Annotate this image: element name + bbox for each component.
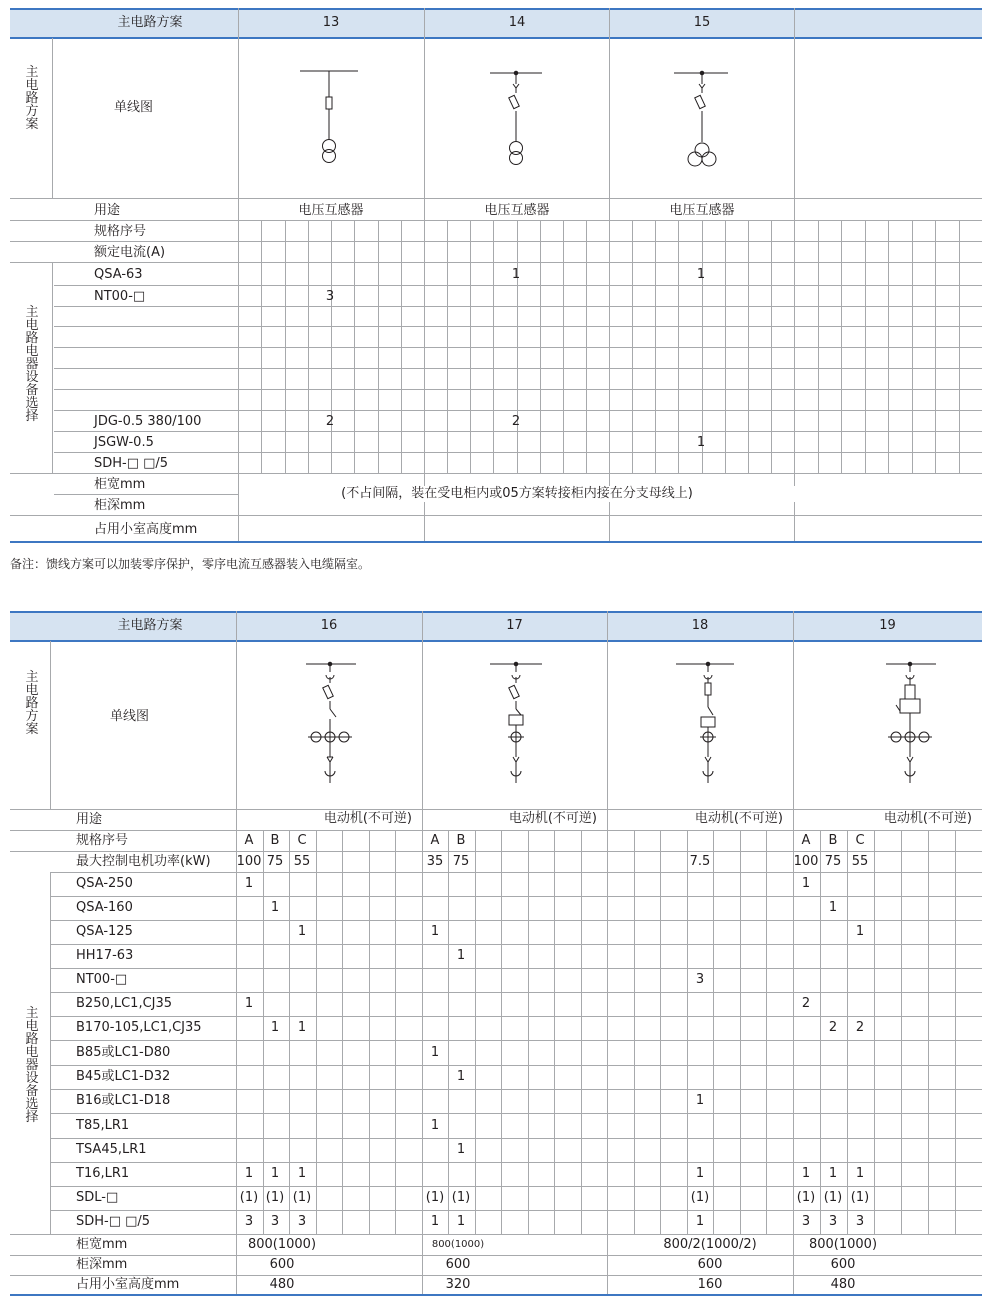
- t16-s18: 1: [695, 1166, 705, 1181]
- width-s16: 800(1000): [247, 1237, 317, 1252]
- scheme-16-header: 16: [320, 618, 338, 633]
- power-s19a: 100: [793, 854, 819, 869]
- t16-s19b: 1: [828, 1166, 838, 1181]
- b170-s16b: 1: [270, 1020, 280, 1035]
- row-label-2-height: 占用小室高度mm: [76, 1277, 180, 1292]
- sdl-s16c: (1): [292, 1190, 312, 1205]
- sdl-s16a: (1): [239, 1190, 259, 1205]
- height-s19: 480: [830, 1277, 856, 1292]
- spec-s19a: A: [801, 833, 811, 848]
- scheme-19-header: 19: [879, 618, 896, 633]
- row-label-2-qsa125: QSA-125: [76, 924, 133, 939]
- width-s17: 800(1000): [431, 1239, 485, 1250]
- row-label-2-hh17: HH17-63: [76, 948, 134, 963]
- depth-s16: 600: [269, 1257, 295, 1272]
- row-label-qsa63: QSA-63: [94, 267, 143, 282]
- height-s17: 320: [445, 1277, 471, 1292]
- diagram-18: [670, 659, 750, 789]
- merged-note: (不占间隔，装在受电柜内或05方案转接柜内接在分支母线上): [239, 486, 795, 502]
- sdh-s16c: 3: [297, 1214, 307, 1229]
- height-s16: 480: [269, 1277, 295, 1292]
- spec-s19c: C: [855, 833, 865, 848]
- sdl-s19b: (1): [823, 1190, 843, 1205]
- sdl-s16b: (1): [265, 1190, 285, 1205]
- b250-s19a: 2: [801, 996, 811, 1011]
- sdl-s19a: (1): [796, 1190, 816, 1205]
- scheme-14-header: 14: [508, 15, 526, 30]
- usage-s16: 电动机(不可逆): [323, 811, 412, 826]
- usage-13: 电压互感器: [298, 203, 364, 218]
- power-s18: 7.5: [689, 854, 711, 869]
- b85-s17a: 1: [430, 1045, 440, 1060]
- b170-s19b: 2: [828, 1020, 838, 1035]
- table-2-header-label: 主电路方案: [117, 618, 183, 633]
- diagram-16: [300, 659, 380, 789]
- scheme-13-header: 13: [322, 15, 340, 30]
- sdh-s18: 1: [695, 1214, 705, 1229]
- usage-s19: 电动机(不可逆): [883, 811, 972, 826]
- diagram-14: [476, 68, 556, 178]
- power-s19b: 75: [824, 854, 842, 869]
- row-label-2-b85: B85或LC1-D80: [76, 1045, 171, 1060]
- row-label-current: 额定电流(A): [94, 245, 166, 260]
- depth-s17: 600: [445, 1257, 471, 1272]
- tsa45-s17b: 1: [456, 1142, 466, 1157]
- depth-s18: 600: [697, 1257, 723, 1272]
- qsa250-s19a: 1: [801, 876, 811, 891]
- sdl-s17b: (1): [451, 1190, 471, 1205]
- footnote: 备注：馈线方案可以加装零序保护，零序电流互感器装入电缆隔室。: [10, 557, 371, 571]
- t16-s19c: 1: [855, 1166, 865, 1181]
- qsa250-s16a: 1: [244, 876, 254, 891]
- row-label-2-b250: B250,LC1,CJ35: [76, 996, 173, 1011]
- jsgw-15: 1: [696, 435, 706, 450]
- row-label-2-b170: B170-105,LC1,CJ35: [76, 1020, 202, 1035]
- row-label-2-nt00: NT00-□: [76, 972, 128, 987]
- row-label-2-t85: T85,LR1: [76, 1118, 130, 1133]
- spec-s17a: A: [430, 833, 440, 848]
- scheme-17-header: 17: [506, 618, 523, 633]
- side-label-diagram-2: 主电路方案: [25, 670, 39, 737]
- spec-s16a: A: [244, 833, 254, 848]
- width-s18: 800/2(1000/2): [663, 1237, 757, 1252]
- depth-s19: 600: [830, 1257, 856, 1272]
- side-label-devices: 主电路电器设备选择: [25, 305, 39, 424]
- sdh-s19a: 3: [801, 1214, 811, 1229]
- row-label-2-tsa45: TSA45,LR1: [76, 1142, 147, 1157]
- sdh-s19b: 3: [828, 1214, 838, 1229]
- row-label-2-sdh: SDH-□ □/5: [76, 1214, 151, 1229]
- t16-s19a: 1: [801, 1166, 811, 1181]
- diagram-15: [662, 68, 742, 178]
- power-s16a: 100: [236, 854, 262, 869]
- qsa125-s19c: 1: [855, 924, 865, 939]
- b250-s16a: 1: [244, 996, 254, 1011]
- b16-s18: 1: [695, 1093, 705, 1108]
- qsa125-s17a: 1: [430, 924, 440, 939]
- table-2: [10, 611, 982, 1299]
- diagram-19: [872, 659, 952, 789]
- b170-s16c: 1: [297, 1020, 307, 1035]
- row-label-2-qsa160: QSA-160: [76, 900, 133, 915]
- scheme-18-header: 18: [691, 618, 709, 633]
- row-label-2-width: 柜宽mm: [76, 1237, 128, 1252]
- diagram-label: 单线图: [114, 100, 154, 115]
- t16-s16a: 1: [244, 1166, 254, 1181]
- sdh-s19c: 3: [855, 1214, 865, 1229]
- row-label-height: 占用小室高度mm: [94, 522, 198, 537]
- sdh-s16b: 3: [270, 1214, 280, 1229]
- usage-s18: 电动机(不可逆): [694, 811, 783, 826]
- row-label-2-power: 最大控制电机功率(kW): [76, 854, 211, 869]
- row-label-spec: 规格序号: [94, 224, 147, 239]
- b170-s19c: 2: [855, 1020, 865, 1035]
- nt00-s18: 3: [695, 972, 705, 987]
- diagram-13: [290, 68, 370, 178]
- sdl-s18: (1): [690, 1190, 710, 1205]
- width-s19: 800(1000): [808, 1237, 878, 1252]
- jdg-14: 2: [511, 414, 521, 429]
- spec-s16c: C: [297, 833, 307, 848]
- qsa160-s19b: 1: [828, 900, 838, 915]
- hh17-s17b: 1: [456, 948, 466, 963]
- height-s18: 160: [697, 1277, 723, 1292]
- power-s19c: 55: [851, 854, 869, 869]
- spec-s16b: B: [270, 833, 280, 848]
- sdh-s17b: 1: [456, 1214, 466, 1229]
- spec-s19b: B: [828, 833, 838, 848]
- t85-s17a: 1: [430, 1118, 440, 1133]
- sdl-s17a: (1): [425, 1190, 445, 1205]
- row-label-2-t16: T16,LR1: [76, 1166, 130, 1181]
- qsa63-14: 1: [511, 267, 521, 282]
- usage-s17: 电动机(不可逆): [508, 811, 597, 826]
- row-label-jsgw: JSGW-0.5: [94, 435, 154, 450]
- row-label-2-qsa250: QSA-250: [76, 876, 133, 891]
- sdh-s17a: 1: [430, 1214, 440, 1229]
- row-label-2-b16: B16或LC1-D18: [76, 1093, 171, 1108]
- scheme-15-header: 15: [693, 15, 711, 30]
- jdg-13: 2: [325, 414, 335, 429]
- diagram-label-2: 单线图: [110, 709, 150, 724]
- power-s16b: 75: [266, 854, 284, 869]
- row-label-2-usage: 用途: [76, 812, 103, 827]
- spec-s17b: B: [456, 833, 466, 848]
- qsa160-s16b: 1: [270, 900, 280, 915]
- power-s16c: 55: [293, 854, 311, 869]
- t16-s16c: 1: [297, 1166, 307, 1181]
- row-label-depth: 柜深mm: [94, 498, 146, 513]
- row-label-2-b45: B45或LC1-D32: [76, 1069, 171, 1084]
- row-label-nt00: NT00-□: [94, 289, 146, 304]
- power-s17a: 35: [426, 854, 444, 869]
- power-s17b: 75: [452, 854, 470, 869]
- row-label-2-sdl: SDL-□: [76, 1190, 119, 1205]
- sdh-s16a: 3: [244, 1214, 254, 1229]
- row-label-width: 柜宽mm: [94, 477, 146, 492]
- row-label-sdh: SDH-□ □/5: [94, 456, 169, 471]
- row-label-2-depth: 柜深mm: [76, 1257, 128, 1272]
- diagram-17: [486, 659, 566, 789]
- sdl-s19c: (1): [850, 1190, 870, 1205]
- row-label-jdg: JDG-0.5 380/100: [94, 414, 202, 429]
- side-label-diagram: 主电路方案: [25, 65, 39, 132]
- nt00-13: 3: [325, 289, 335, 304]
- row-label-2-spec: 规格序号: [76, 833, 129, 848]
- side-label-devices-2: 主电路电器设备选择: [25, 1006, 39, 1125]
- b45-s17b: 1: [456, 1069, 466, 1084]
- usage-14: 电压互感器: [484, 203, 550, 218]
- qsa125-s16c: 1: [297, 924, 307, 939]
- usage-15: 电压互感器: [669, 203, 735, 218]
- t16-s16b: 1: [270, 1166, 280, 1181]
- row-label-usage: 用途: [94, 203, 121, 218]
- table-1-header-label: 主电路方案: [117, 15, 183, 30]
- qsa63-15: 1: [696, 267, 706, 282]
- table-1: [10, 8, 982, 544]
